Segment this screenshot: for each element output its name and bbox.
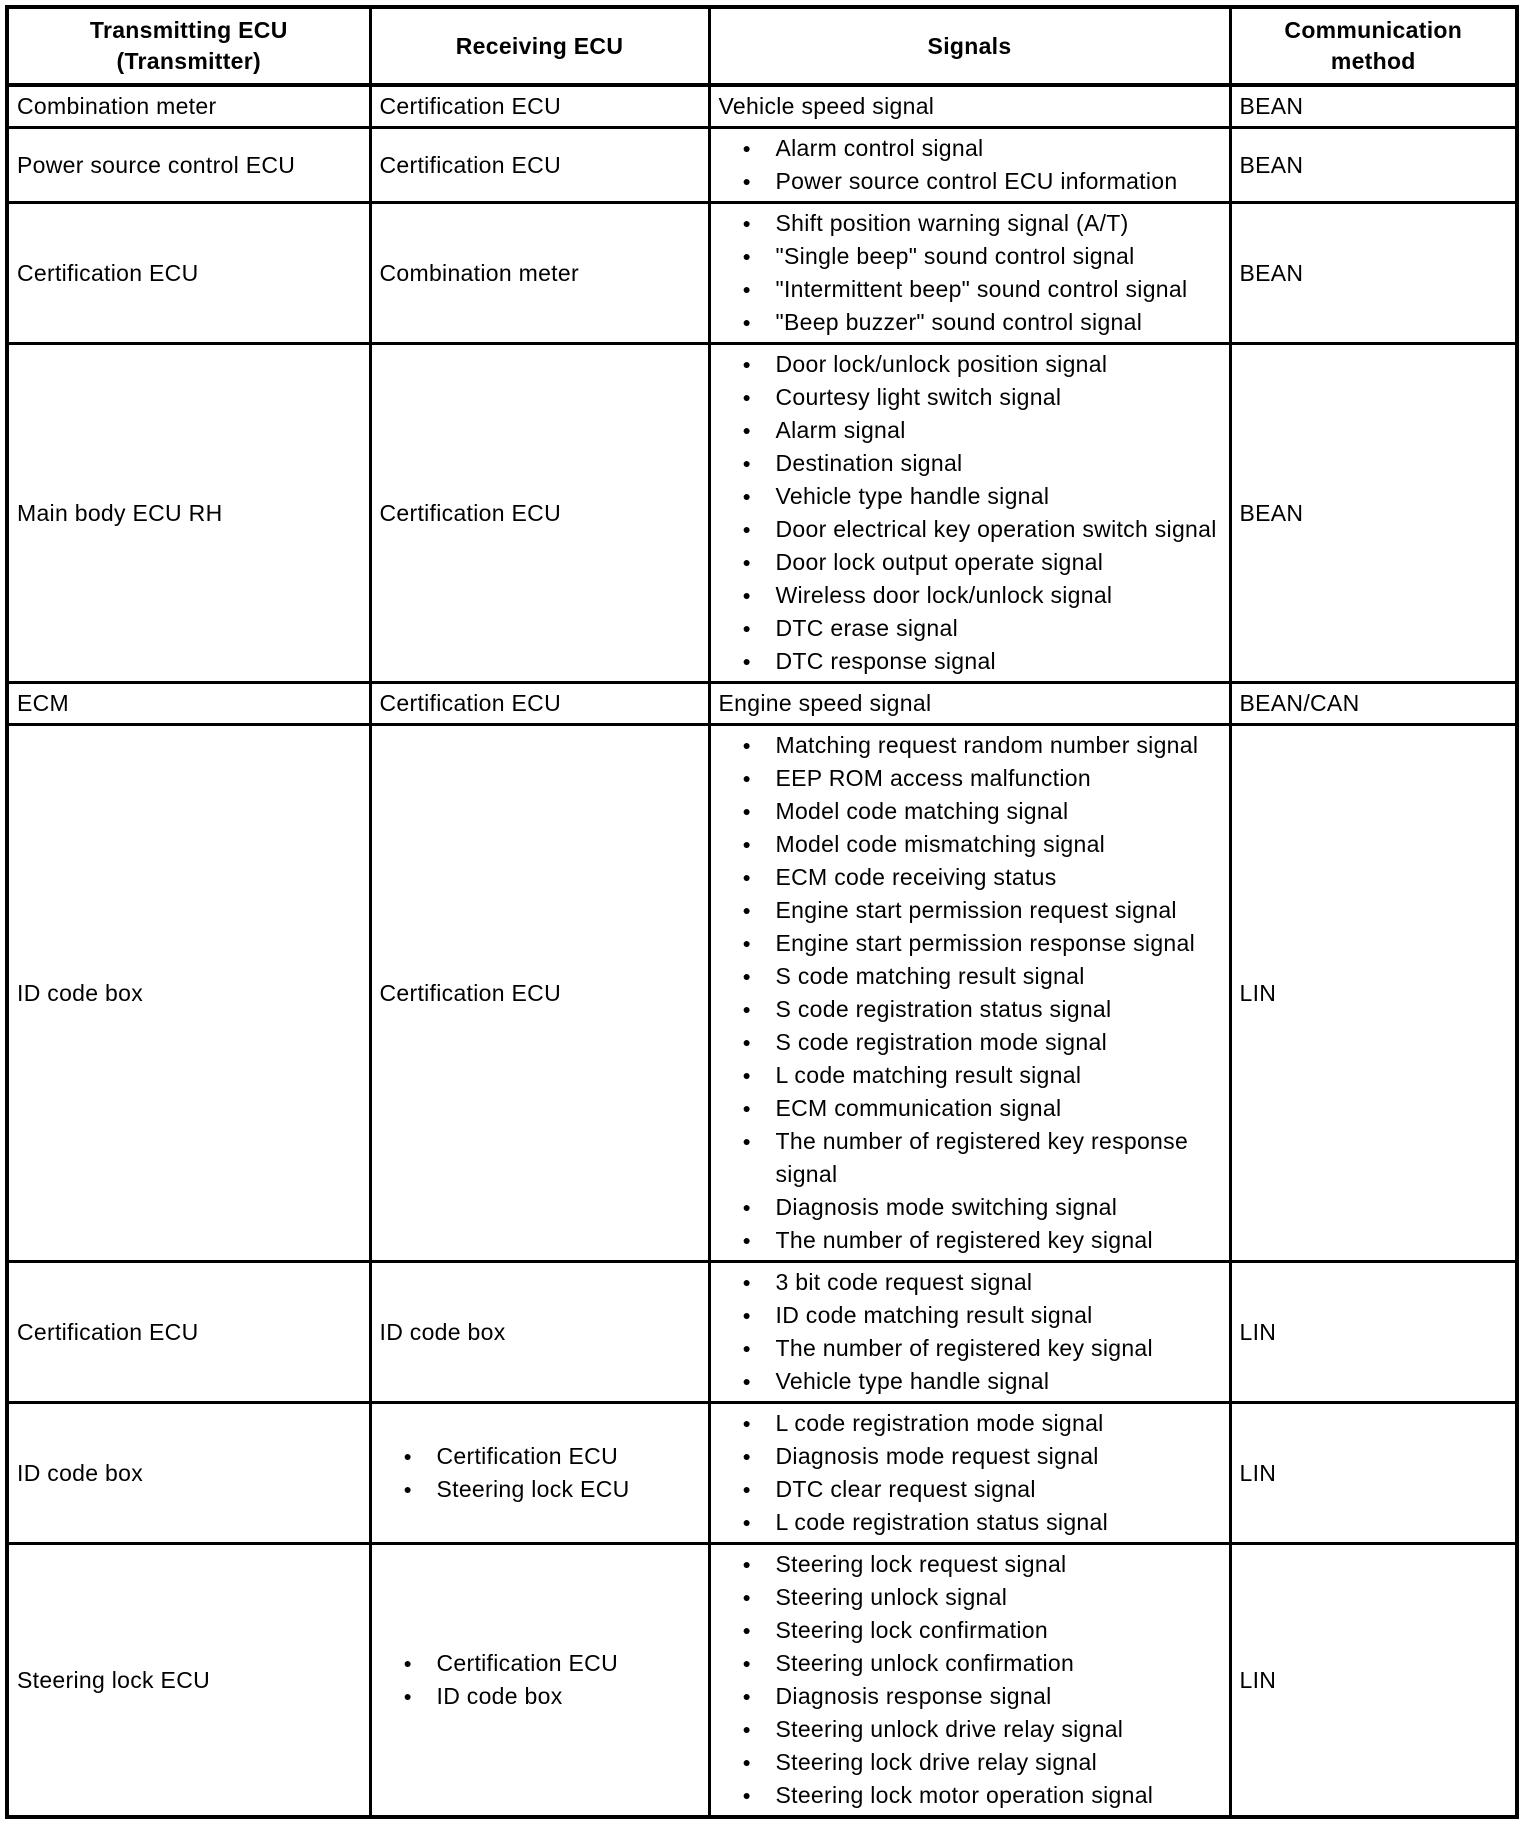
list-item bbox=[719, 645, 1221, 678]
list-item bbox=[719, 1365, 1221, 1398]
list-item bbox=[719, 513, 1221, 546]
table-row bbox=[7, 725, 1517, 1262]
transmitter-cell-text: Certification ECU bbox=[17, 259, 199, 286]
communication-method-cell-text: LIN bbox=[1239, 1666, 1277, 1693]
bullet-icon: ● bbox=[742, 1622, 752, 1638]
signals-cell-text: Vehicle speed signal bbox=[718, 93, 935, 119]
signals-cell-text: Engine speed signal bbox=[718, 690, 932, 716]
list-item bbox=[719, 927, 1221, 960]
list-item bbox=[719, 1746, 1221, 1779]
list-item bbox=[719, 894, 1221, 927]
signals-cell-list bbox=[719, 132, 1221, 198]
header-line: method bbox=[1330, 48, 1416, 74]
list-item-text: Steering unlock drive relay signal bbox=[775, 1716, 1124, 1742]
bullet-icon: ● bbox=[742, 215, 752, 231]
list-item bbox=[719, 1332, 1221, 1365]
list-item bbox=[719, 762, 1221, 795]
list-item-text: Steering lock request signal bbox=[775, 1551, 1067, 1577]
communication-method-cell bbox=[1230, 1544, 1517, 1818]
list-item bbox=[719, 207, 1221, 240]
list-item bbox=[719, 1026, 1221, 1059]
receiver-cell bbox=[370, 344, 709, 683]
bullet-icon: ● bbox=[742, 1067, 752, 1083]
list-item bbox=[719, 861, 1221, 894]
receiver-cell-text: Combination meter bbox=[379, 259, 579, 286]
bullet-icon: ● bbox=[742, 620, 752, 636]
transmitter-cell-text: Power source control ECU bbox=[17, 151, 296, 178]
table-row bbox=[7, 344, 1517, 683]
signals-cell bbox=[709, 1403, 1230, 1544]
list-item bbox=[719, 960, 1221, 993]
bullet-icon: ● bbox=[742, 968, 752, 984]
list-item bbox=[719, 1266, 1221, 1299]
signals-cell bbox=[709, 85, 1230, 128]
bullet-icon: ● bbox=[742, 1373, 752, 1389]
transmitter-cell bbox=[7, 85, 370, 128]
list-item bbox=[719, 1059, 1221, 1092]
signals-cell bbox=[709, 725, 1230, 1262]
list-item bbox=[719, 132, 1221, 165]
signals-cell-list bbox=[719, 348, 1221, 678]
list-item-text: Engine start permission request signal bbox=[775, 897, 1177, 923]
list-item bbox=[719, 1506, 1221, 1539]
list-item-text: DTC response signal bbox=[775, 648, 996, 674]
communication-method-cell bbox=[1230, 85, 1517, 128]
list-item-text: EEP ROM access malfunction bbox=[775, 765, 1091, 791]
col-header-transmitting-ecu bbox=[7, 7, 370, 85]
receiver-cell bbox=[370, 1544, 709, 1818]
list-item-text: ID code matching result signal bbox=[775, 1302, 1093, 1328]
list-item-text: Door lock output operate signal bbox=[775, 549, 1104, 575]
col-header-communication-method bbox=[1230, 7, 1517, 85]
bullet-icon: ● bbox=[403, 1655, 413, 1671]
list-item-text: Steering lock motor operation signal bbox=[775, 1782, 1154, 1808]
list-item bbox=[719, 729, 1221, 762]
list-item-text: The number of registered key response signal bbox=[775, 1128, 1189, 1187]
list-item-text: The number of registered key signal bbox=[775, 1227, 1153, 1253]
list-item bbox=[719, 1581, 1221, 1614]
signals-cell-list bbox=[719, 1266, 1221, 1398]
list-item bbox=[719, 993, 1221, 1026]
list-item-text: Steering lock drive relay signal bbox=[775, 1749, 1098, 1775]
list-item bbox=[719, 579, 1221, 612]
receiver-cell-list bbox=[380, 1440, 700, 1506]
col-header-receiving-ecu bbox=[370, 7, 709, 85]
list-item-text: Power source control ECU information bbox=[775, 168, 1178, 194]
receiver-cell bbox=[370, 1403, 709, 1544]
list-item bbox=[719, 1779, 1221, 1812]
bullet-icon: ● bbox=[742, 935, 752, 951]
list-item bbox=[380, 1647, 700, 1680]
signals-cell-list bbox=[719, 1407, 1221, 1539]
bullet-icon: ● bbox=[742, 737, 752, 753]
header-line: Communication bbox=[1284, 17, 1463, 43]
bullet-icon: ● bbox=[742, 587, 752, 603]
list-item bbox=[719, 828, 1221, 861]
communication-method-cell bbox=[1230, 344, 1517, 683]
table-row bbox=[7, 1262, 1517, 1403]
bullet-icon: ● bbox=[742, 1655, 752, 1671]
list-item-text: DTC erase signal bbox=[775, 615, 958, 641]
list-item-text: Steering lock ECU bbox=[436, 1476, 630, 1502]
transmitter-cell bbox=[7, 203, 370, 344]
header-line: Transmitting ECU bbox=[89, 17, 288, 43]
list-item bbox=[380, 1440, 700, 1473]
col-header-signals bbox=[709, 7, 1230, 85]
list-item-text: ECM communication signal bbox=[775, 1095, 1062, 1121]
bullet-icon: ● bbox=[742, 1415, 752, 1431]
list-item bbox=[719, 1125, 1221, 1191]
bullet-icon: ● bbox=[742, 1589, 752, 1605]
bullet-icon: ● bbox=[742, 1133, 752, 1149]
signals-cell bbox=[709, 344, 1230, 683]
list-item-text: Steering unlock signal bbox=[775, 1584, 1008, 1610]
receiver-cell-text: Certification ECU bbox=[379, 690, 561, 716]
list-item-text: Steering lock confirmation bbox=[775, 1617, 1048, 1643]
list-item bbox=[719, 348, 1221, 381]
bullet-icon: ● bbox=[742, 314, 752, 330]
bullet-icon: ● bbox=[742, 140, 752, 156]
communication-method-cell-text: BEAN bbox=[1239, 499, 1304, 526]
bullet-icon: ● bbox=[742, 356, 752, 372]
signals-cell bbox=[709, 128, 1230, 203]
receiver-cell bbox=[370, 128, 709, 203]
list-item-text: Destination signal bbox=[775, 450, 963, 476]
list-item bbox=[719, 165, 1221, 198]
list-item-text: ID code box bbox=[436, 1683, 563, 1709]
bullet-icon: ● bbox=[742, 770, 752, 786]
bullet-icon: ● bbox=[742, 455, 752, 471]
bullet-icon: ● bbox=[742, 248, 752, 264]
list-item-text: Matching request random number signal bbox=[775, 732, 1199, 758]
list-item-text: Certification ECU bbox=[436, 1650, 618, 1676]
bullet-icon: ● bbox=[742, 1034, 752, 1050]
bullet-icon: ● bbox=[742, 836, 752, 852]
receiver-cell bbox=[370, 725, 709, 1262]
transmitter-cell bbox=[7, 344, 370, 683]
list-item-text: "Intermittent beep" sound control signal bbox=[775, 276, 1188, 302]
transmitter-cell-text: Combination meter bbox=[17, 93, 217, 119]
signals-cell-list bbox=[719, 207, 1221, 339]
signals-cell bbox=[709, 683, 1230, 725]
bullet-icon: ● bbox=[742, 803, 752, 819]
signals-cell bbox=[709, 203, 1230, 344]
list-item bbox=[719, 1224, 1221, 1257]
communication-method-cell-text: BEAN bbox=[1239, 151, 1304, 178]
list-item bbox=[719, 447, 1221, 480]
list-item bbox=[719, 240, 1221, 273]
bullet-icon: ● bbox=[742, 1448, 752, 1464]
communication-method-cell-text: BEAN bbox=[1239, 93, 1304, 119]
table-row bbox=[7, 203, 1517, 344]
list-item-text: DTC clear request signal bbox=[775, 1476, 1036, 1502]
bullet-icon: ● bbox=[403, 1448, 413, 1464]
bullet-icon: ● bbox=[742, 1340, 752, 1356]
list-item-text: Diagnosis mode switching signal bbox=[775, 1194, 1118, 1220]
list-item-text: Diagnosis response signal bbox=[775, 1683, 1052, 1709]
list-item-text: Certification ECU bbox=[436, 1443, 618, 1469]
transmitter-cell-text: ECM bbox=[17, 690, 70, 716]
list-item bbox=[719, 1407, 1221, 1440]
header-line: Signals bbox=[927, 32, 1012, 59]
list-item-text: The number of registered key signal bbox=[775, 1335, 1153, 1361]
communication-method-cell-text: LIN bbox=[1239, 1459, 1277, 1486]
header-line: Receiving ECU bbox=[455, 32, 624, 59]
transmitter-cell bbox=[7, 725, 370, 1262]
table-row bbox=[7, 85, 1517, 128]
communication-method-cell-text: BEAN bbox=[1239, 259, 1304, 286]
list-item-text: L code registration mode signal bbox=[775, 1410, 1104, 1436]
communication-method-cell-text: LIN bbox=[1239, 1318, 1277, 1345]
list-item bbox=[719, 1614, 1221, 1647]
table-row bbox=[7, 1544, 1517, 1818]
bullet-icon: ● bbox=[742, 1514, 752, 1530]
list-item-text: S code matching result signal bbox=[775, 963, 1085, 989]
communication-method-cell bbox=[1230, 1403, 1517, 1544]
receiver-cell-text: Certification ECU bbox=[379, 979, 561, 1006]
bullet-icon: ● bbox=[742, 389, 752, 405]
bullet-icon: ● bbox=[742, 869, 752, 885]
bullet-icon: ● bbox=[742, 902, 752, 918]
list-item-text: Shift position warning signal (A/T) bbox=[775, 210, 1129, 236]
receiver-cell bbox=[370, 1262, 709, 1403]
list-item bbox=[719, 1092, 1221, 1125]
list-item-text: Model code matching signal bbox=[775, 798, 1069, 824]
list-item bbox=[380, 1680, 700, 1713]
list-item-text: Wireless door lock/unlock signal bbox=[775, 582, 1113, 608]
bullet-icon: ● bbox=[403, 1481, 413, 1497]
bullet-icon: ● bbox=[742, 281, 752, 297]
list-item-text: Vehicle type handle signal bbox=[775, 483, 1050, 509]
transmitter-cell-text: ID code box bbox=[17, 979, 144, 1006]
list-item-text: Model code mismatching signal bbox=[775, 831, 1106, 857]
bullet-icon: ● bbox=[742, 1232, 752, 1248]
transmitter-cell-text: Steering lock ECU bbox=[17, 1666, 211, 1693]
list-item-text: Door lock/unlock position signal bbox=[775, 351, 1108, 377]
header-row bbox=[7, 7, 1517, 85]
communication-method-cell bbox=[1230, 128, 1517, 203]
list-item bbox=[719, 1680, 1221, 1713]
list-item bbox=[719, 1473, 1221, 1506]
bullet-icon: ● bbox=[742, 1001, 752, 1017]
list-item bbox=[719, 1440, 1221, 1473]
list-item bbox=[719, 1647, 1221, 1680]
list-item-text: ECM code receiving status bbox=[775, 864, 1057, 890]
transmitter-cell bbox=[7, 1544, 370, 1818]
bullet-icon: ● bbox=[742, 653, 752, 669]
header-line: (Transmitter) bbox=[116, 48, 261, 74]
receiver-cell bbox=[370, 85, 709, 128]
list-item-text: Engine start permission response signal bbox=[775, 930, 1196, 956]
receiver-cell bbox=[370, 203, 709, 344]
bullet-icon: ● bbox=[742, 422, 752, 438]
list-item bbox=[719, 273, 1221, 306]
transmitter-cell bbox=[7, 128, 370, 203]
bullet-icon: ● bbox=[742, 1100, 752, 1116]
receiver-cell bbox=[370, 683, 709, 725]
transmitter-cell bbox=[7, 683, 370, 725]
list-item-text: L code matching result signal bbox=[775, 1062, 1082, 1088]
list-item-text: Diagnosis mode request signal bbox=[775, 1443, 1099, 1469]
list-item bbox=[719, 1713, 1221, 1746]
bullet-icon: ● bbox=[742, 1688, 752, 1704]
bullet-icon: ● bbox=[742, 1556, 752, 1572]
transmitter-cell-text: ID code box bbox=[17, 1459, 144, 1486]
signals-cell bbox=[709, 1262, 1230, 1403]
list-item bbox=[719, 414, 1221, 447]
list-item bbox=[719, 795, 1221, 828]
list-item-text: Alarm signal bbox=[775, 417, 906, 443]
ecu-communication-table bbox=[5, 5, 1519, 1819]
list-item bbox=[719, 1191, 1221, 1224]
table-row bbox=[7, 683, 1517, 725]
receiver-cell-text: ID code box bbox=[379, 1318, 506, 1345]
receiver-cell-text: Certification ECU bbox=[379, 499, 561, 526]
communication-method-cell bbox=[1230, 725, 1517, 1262]
list-item-text: "Beep buzzer" sound control signal bbox=[775, 309, 1143, 335]
table-row bbox=[7, 128, 1517, 203]
list-item bbox=[719, 612, 1221, 645]
bullet-icon: ● bbox=[742, 1481, 752, 1497]
list-item-text: Steering unlock confirmation bbox=[775, 1650, 1075, 1676]
bullet-icon: ● bbox=[403, 1688, 413, 1704]
list-item bbox=[719, 1299, 1221, 1332]
communication-method-cell bbox=[1230, 203, 1517, 344]
bullet-icon: ● bbox=[742, 1307, 752, 1323]
communication-method-cell-text: LIN bbox=[1239, 979, 1277, 1006]
bullet-icon: ● bbox=[742, 488, 752, 504]
list-item-text: 3 bit code request signal bbox=[775, 1269, 1033, 1295]
transmitter-cell bbox=[7, 1262, 370, 1403]
signals-cell-list bbox=[719, 729, 1221, 1257]
signals-cell-list bbox=[719, 1548, 1221, 1812]
list-item-text: Courtesy light switch signal bbox=[775, 384, 1062, 410]
list-item-text: Vehicle type handle signal bbox=[775, 1368, 1050, 1394]
bullet-icon: ● bbox=[742, 1274, 752, 1290]
list-item bbox=[719, 546, 1221, 579]
bullet-icon: ● bbox=[742, 1754, 752, 1770]
list-item-text: Door electrical key operation switch signal bbox=[775, 516, 1217, 542]
bullet-icon: ● bbox=[742, 521, 752, 537]
table-row bbox=[7, 1403, 1517, 1544]
transmitter-cell bbox=[7, 1403, 370, 1544]
communication-method-cell bbox=[1230, 1262, 1517, 1403]
list-item bbox=[719, 480, 1221, 513]
list-item bbox=[719, 1548, 1221, 1581]
receiver-cell-list bbox=[380, 1647, 700, 1713]
list-item-text: Alarm control signal bbox=[775, 135, 984, 161]
bullet-icon: ● bbox=[742, 554, 752, 570]
list-item bbox=[719, 381, 1221, 414]
transmitter-cell-text: Certification ECU bbox=[17, 1318, 199, 1345]
transmitter-cell-text: Main body ECU RH bbox=[17, 499, 223, 526]
bullet-icon: ● bbox=[742, 1199, 752, 1215]
bullet-icon: ● bbox=[742, 1721, 752, 1737]
list-item-text: L code registration status signal bbox=[775, 1509, 1109, 1535]
receiver-cell-text: Certification ECU bbox=[379, 93, 561, 119]
receiver-cell-text: Certification ECU bbox=[379, 151, 561, 178]
list-item-text: "Single beep" sound control signal bbox=[775, 243, 1135, 269]
communication-method-cell-text: BEAN/CAN bbox=[1239, 690, 1360, 716]
communication-method-cell bbox=[1230, 683, 1517, 725]
bullet-icon: ● bbox=[742, 173, 752, 189]
list-item bbox=[719, 306, 1221, 339]
list-item-text: S code registration status signal bbox=[775, 996, 1112, 1022]
bullet-icon: ● bbox=[742, 1787, 752, 1803]
signals-cell bbox=[709, 1544, 1230, 1818]
list-item-text: S code registration mode signal bbox=[775, 1029, 1107, 1055]
list-item bbox=[380, 1473, 700, 1506]
